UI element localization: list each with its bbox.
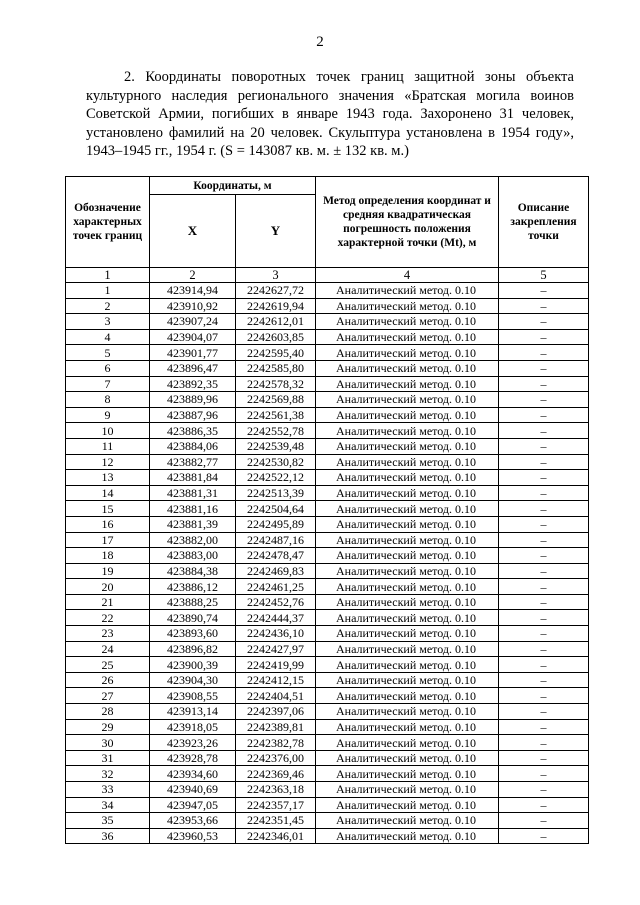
- heading-line: установлено фамилий на 20 человек. Скульптура установлена в 1954 году»,: [86, 124, 574, 141]
- x-coordinate-cell: 423934,60: [150, 766, 236, 782]
- method-cell: Аналитический метод. 0.10: [316, 376, 499, 392]
- x-coordinate-cell: 423889,96: [150, 392, 236, 408]
- y-coordinate-cell: 2242452,76: [236, 594, 316, 610]
- description-cell: –: [499, 719, 589, 735]
- point-number-cell: 4: [66, 329, 150, 345]
- table-body: [66, 283, 589, 844]
- point-number-cell: 24: [66, 641, 150, 657]
- point-number-cell: 25: [66, 657, 150, 673]
- x-coordinate-cell: 423940,69: [150, 782, 236, 798]
- description-cell: –: [499, 470, 589, 486]
- x-coordinate-cell: 423914,94: [150, 283, 236, 299]
- point-number-cell: 33: [66, 782, 150, 798]
- table-row: [66, 485, 589, 501]
- x-coordinate-cell: 423883,00: [150, 548, 236, 564]
- y-coordinate-cell: 2242619,94: [236, 298, 316, 314]
- method-cell: Аналитический метод. 0.10: [316, 797, 499, 813]
- y-coordinate-cell: 2242585,80: [236, 360, 316, 376]
- point-number-cell: 21: [66, 594, 150, 610]
- description-cell: –: [499, 314, 589, 330]
- y-coordinate-cell: 2242530,82: [236, 454, 316, 470]
- point-number-cell: 26: [66, 672, 150, 688]
- y-coordinate-cell: 2242346,01: [236, 828, 316, 844]
- method-cell: Аналитический метод. 0.10: [316, 672, 499, 688]
- x-coordinate-cell: 423892,35: [150, 376, 236, 392]
- method-cell: Аналитический метод. 0.10: [316, 579, 499, 595]
- heading-line: Советской Армии, погибших в январе 1943 года. Захоронено 31 человек,: [86, 106, 574, 122]
- x-coordinate-cell: 423900,39: [150, 657, 236, 673]
- table-row: [66, 345, 589, 361]
- x-coordinate-cell: 423960,53: [150, 828, 236, 844]
- description-cell: –: [499, 283, 589, 299]
- x-coordinate-cell: 423888,25: [150, 594, 236, 610]
- method-cell: Аналитический метод. 0.10: [316, 641, 499, 657]
- x-coordinate-cell: 423913,14: [150, 704, 236, 720]
- x-coordinate-cell: 423918,05: [150, 719, 236, 735]
- point-number-cell: 1: [66, 283, 150, 299]
- method-cell: Аналитический метод. 0.10: [316, 392, 499, 408]
- table-row: [66, 563, 589, 579]
- method-cell: Аналитический метод. 0.10: [316, 329, 499, 345]
- y-coordinate-cell: 2242612,01: [236, 314, 316, 330]
- table-row: [66, 298, 589, 314]
- table-row: [66, 283, 589, 299]
- point-number-cell: 32: [66, 766, 150, 782]
- y-coordinate-cell: 2242382,78: [236, 735, 316, 751]
- description-cell: –: [499, 532, 589, 548]
- method-cell: Аналитический метод. 0.10: [316, 485, 499, 501]
- method-cell: Аналитический метод. 0.10: [316, 750, 499, 766]
- method-cell: Аналитический метод. 0.10: [316, 735, 499, 751]
- table-row: [66, 813, 589, 829]
- y-coordinate-cell: 2242419,99: [236, 657, 316, 673]
- table-row: [66, 797, 589, 813]
- y-coordinate-cell: 2242578,32: [236, 376, 316, 392]
- x-coordinate-cell: 423947,05: [150, 797, 236, 813]
- method-cell: Аналитический метод. 0.10: [316, 470, 499, 486]
- y-coordinate-cell: 2242363,18: [236, 782, 316, 798]
- point-number-cell: 36: [66, 828, 150, 844]
- description-cell: –: [499, 579, 589, 595]
- x-coordinate-cell: 423887,96: [150, 407, 236, 423]
- method-cell: Аналитический метод. 0.10: [316, 298, 499, 314]
- description-cell: –: [499, 548, 589, 564]
- method-cell: Аналитический метод. 0.10: [316, 501, 499, 517]
- x-coordinate-cell: 423886,12: [150, 579, 236, 595]
- method-cell: Аналитический метод. 0.10: [316, 782, 499, 798]
- method-cell: Аналитический метод. 0.10: [316, 423, 499, 439]
- description-cell: –: [499, 672, 589, 688]
- table-row: [66, 376, 589, 392]
- heading-line: культурного наследия регионального значения «Братская могила воинов: [86, 87, 574, 104]
- point-number-cell: 35: [66, 813, 150, 829]
- description-cell: –: [499, 454, 589, 470]
- x-coordinate-cell: 423881,39: [150, 516, 236, 532]
- y-coordinate-cell: 2242427,97: [236, 641, 316, 657]
- table-row: [66, 750, 589, 766]
- method-cell: Аналитический метод. 0.10: [316, 813, 499, 829]
- table-row: [66, 548, 589, 564]
- method-cell: Аналитический метод. 0.10: [316, 594, 499, 610]
- method-cell: Аналитический метод. 0.10: [316, 345, 499, 361]
- header-y: Y: [236, 195, 316, 268]
- point-number-cell: 6: [66, 360, 150, 376]
- x-coordinate-cell: 423908,55: [150, 688, 236, 704]
- method-cell: Аналитический метод. 0.10: [316, 454, 499, 470]
- table-row: [66, 438, 589, 454]
- y-coordinate-cell: 2242513,39: [236, 485, 316, 501]
- point-number-cell: 28: [66, 704, 150, 720]
- y-coordinate-cell: 2242522,12: [236, 470, 316, 486]
- y-coordinate-cell: 2242412,15: [236, 672, 316, 688]
- description-cell: –: [499, 563, 589, 579]
- header-x: X: [150, 195, 236, 268]
- column-number: 4: [316, 268, 499, 283]
- point-number-cell: 17: [66, 532, 150, 548]
- x-coordinate-cell: 423882,00: [150, 532, 236, 548]
- header-method: Метод определения координат и средняя квадратическая погрешность положения характерной точки (Mt), м: [316, 177, 499, 268]
- y-coordinate-cell: 2242603,85: [236, 329, 316, 345]
- x-coordinate-cell: 423884,06: [150, 438, 236, 454]
- description-cell: –: [499, 750, 589, 766]
- x-coordinate-cell: 423928,78: [150, 750, 236, 766]
- description-cell: –: [499, 641, 589, 657]
- table-row: [66, 672, 589, 688]
- description-cell: –: [499, 626, 589, 642]
- description-cell: –: [499, 735, 589, 751]
- method-cell: Аналитический метод. 0.10: [316, 548, 499, 564]
- description-cell: –: [499, 407, 589, 423]
- y-coordinate-cell: 2242487,16: [236, 532, 316, 548]
- description-cell: –: [499, 766, 589, 782]
- table-row: [66, 501, 589, 517]
- point-number-cell: 9: [66, 407, 150, 423]
- description-cell: –: [499, 438, 589, 454]
- table-row: [66, 626, 589, 642]
- table-row: [66, 782, 589, 798]
- heading-line: 2. Координаты поворотных точек границ защитной зоны объекта: [124, 69, 574, 85]
- y-coordinate-cell: 2242357,17: [236, 797, 316, 813]
- point-number-cell: 10: [66, 423, 150, 439]
- heading-line: 1943–1945 гг., 1954 г. (S = 143087 кв. м. ± 132 кв. м.): [86, 143, 409, 159]
- point-number-cell: 13: [66, 470, 150, 486]
- method-cell: Аналитический метод. 0.10: [316, 704, 499, 720]
- y-coordinate-cell: 2242627,72: [236, 283, 316, 299]
- point-number-cell: 15: [66, 501, 150, 517]
- method-cell: Аналитический метод. 0.10: [316, 407, 499, 423]
- table-row: [66, 828, 589, 844]
- point-number-cell: 29: [66, 719, 150, 735]
- y-coordinate-cell: 2242444,37: [236, 610, 316, 626]
- point-number-cell: 11: [66, 438, 150, 454]
- method-cell: Аналитический метод. 0.10: [316, 438, 499, 454]
- point-number-cell: 30: [66, 735, 150, 751]
- y-coordinate-cell: 2242495,89: [236, 516, 316, 532]
- description-cell: –: [499, 423, 589, 439]
- column-number: 5: [499, 268, 589, 283]
- table-row: [66, 766, 589, 782]
- x-coordinate-cell: 423904,30: [150, 672, 236, 688]
- y-coordinate-cell: 2242436,10: [236, 626, 316, 642]
- y-coordinate-cell: 2242376,00: [236, 750, 316, 766]
- point-number-cell: 23: [66, 626, 150, 642]
- y-coordinate-cell: 2242389,81: [236, 719, 316, 735]
- description-cell: –: [499, 392, 589, 408]
- table-row: [66, 314, 589, 330]
- table-row: [66, 454, 589, 470]
- y-coordinate-cell: 2242404,51: [236, 688, 316, 704]
- header-point-designation: Обозначение характерных точек границ: [66, 177, 150, 268]
- table-row: [66, 688, 589, 704]
- y-coordinate-cell: 2242595,40: [236, 345, 316, 361]
- description-cell: –: [499, 516, 589, 532]
- table-row: [66, 641, 589, 657]
- x-coordinate-cell: 423901,77: [150, 345, 236, 361]
- y-coordinate-cell: 2242351,45: [236, 813, 316, 829]
- y-coordinate-cell: 2242478,47: [236, 548, 316, 564]
- x-coordinate-cell: 423893,60: [150, 626, 236, 642]
- page-number: 2: [316, 34, 324, 50]
- method-cell: Аналитический метод. 0.10: [316, 657, 499, 673]
- section-heading: [86, 68, 574, 161]
- coordinates-table: [65, 176, 589, 844]
- x-coordinate-cell: 423881,16: [150, 501, 236, 517]
- point-number-cell: 3: [66, 314, 150, 330]
- table-row: [66, 407, 589, 423]
- y-coordinate-cell: 2242561,38: [236, 407, 316, 423]
- table-row: [66, 657, 589, 673]
- table-row: [66, 516, 589, 532]
- table-row: [66, 719, 589, 735]
- point-number-cell: 34: [66, 797, 150, 813]
- description-cell: –: [499, 485, 589, 501]
- description-cell: –: [499, 797, 589, 813]
- point-number-cell: 19: [66, 563, 150, 579]
- column-number: 3: [236, 268, 316, 283]
- header-coordinates: Координаты, м: [150, 177, 316, 195]
- description-cell: –: [499, 329, 589, 345]
- description-cell: –: [499, 345, 589, 361]
- point-number-cell: 2: [66, 298, 150, 314]
- table-row: [66, 704, 589, 720]
- method-cell: Аналитический метод. 0.10: [316, 360, 499, 376]
- point-number-cell: 12: [66, 454, 150, 470]
- table-row: [66, 579, 589, 595]
- method-cell: Аналитический метод. 0.10: [316, 766, 499, 782]
- description-cell: –: [499, 298, 589, 314]
- method-cell: Аналитический метод. 0.10: [316, 719, 499, 735]
- x-coordinate-cell: 423910,92: [150, 298, 236, 314]
- method-cell: Аналитический метод. 0.10: [316, 283, 499, 299]
- point-number-cell: 8: [66, 392, 150, 408]
- point-number-cell: 16: [66, 516, 150, 532]
- method-cell: Аналитический метод. 0.10: [316, 610, 499, 626]
- y-coordinate-cell: 2242369,46: [236, 766, 316, 782]
- point-number-cell: 5: [66, 345, 150, 361]
- column-number: 1: [66, 268, 150, 283]
- point-number-cell: 27: [66, 688, 150, 704]
- table-row: [66, 610, 589, 626]
- method-cell: Аналитический метод. 0.10: [316, 532, 499, 548]
- description-cell: –: [499, 657, 589, 673]
- description-cell: –: [499, 594, 589, 610]
- y-coordinate-cell: 2242469,83: [236, 563, 316, 579]
- x-coordinate-cell: 423882,77: [150, 454, 236, 470]
- y-coordinate-cell: 2242397,06: [236, 704, 316, 720]
- table-row: [66, 532, 589, 548]
- method-cell: Аналитический метод. 0.10: [316, 314, 499, 330]
- y-coordinate-cell: 2242552,78: [236, 423, 316, 439]
- point-number-cell: 14: [66, 485, 150, 501]
- point-number-cell: 20: [66, 579, 150, 595]
- description-cell: –: [499, 704, 589, 720]
- table-row: [66, 392, 589, 408]
- table-row: [66, 423, 589, 439]
- point-number-cell: 18: [66, 548, 150, 564]
- method-cell: Аналитический метод. 0.10: [316, 626, 499, 642]
- x-coordinate-cell: 423884,38: [150, 563, 236, 579]
- x-coordinate-cell: 423953,66: [150, 813, 236, 829]
- x-coordinate-cell: 423896,82: [150, 641, 236, 657]
- y-coordinate-cell: 2242569,88: [236, 392, 316, 408]
- x-coordinate-cell: 423923,26: [150, 735, 236, 751]
- x-coordinate-cell: 423881,31: [150, 485, 236, 501]
- method-cell: Аналитический метод. 0.10: [316, 516, 499, 532]
- description-cell: –: [499, 501, 589, 517]
- method-cell: Аналитический метод. 0.10: [316, 828, 499, 844]
- x-coordinate-cell: 423886,35: [150, 423, 236, 439]
- method-cell: Аналитический метод. 0.10: [316, 563, 499, 579]
- table-row: [66, 470, 589, 486]
- y-coordinate-cell: 2242539,48: [236, 438, 316, 454]
- description-cell: –: [499, 782, 589, 798]
- table-row: [66, 329, 589, 345]
- header-description: Описание закрепления точки: [499, 177, 589, 268]
- column-number: 2: [150, 268, 236, 283]
- description-cell: –: [499, 376, 589, 392]
- description-cell: –: [499, 688, 589, 704]
- table-row: [66, 360, 589, 376]
- y-coordinate-cell: 2242461,25: [236, 579, 316, 595]
- x-coordinate-cell: 423896,47: [150, 360, 236, 376]
- description-cell: –: [499, 828, 589, 844]
- description-cell: –: [499, 813, 589, 829]
- point-number-cell: 31: [66, 750, 150, 766]
- description-cell: –: [499, 610, 589, 626]
- x-coordinate-cell: 423881,84: [150, 470, 236, 486]
- x-coordinate-cell: 423890,74: [150, 610, 236, 626]
- table-row: [66, 735, 589, 751]
- x-coordinate-cell: 423907,24: [150, 314, 236, 330]
- description-cell: –: [499, 360, 589, 376]
- table-row: [66, 594, 589, 610]
- point-number-cell: 7: [66, 376, 150, 392]
- method-cell: Аналитический метод. 0.10: [316, 688, 499, 704]
- x-coordinate-cell: 423904,07: [150, 329, 236, 345]
- point-number-cell: 22: [66, 610, 150, 626]
- y-coordinate-cell: 2242504,64: [236, 501, 316, 517]
